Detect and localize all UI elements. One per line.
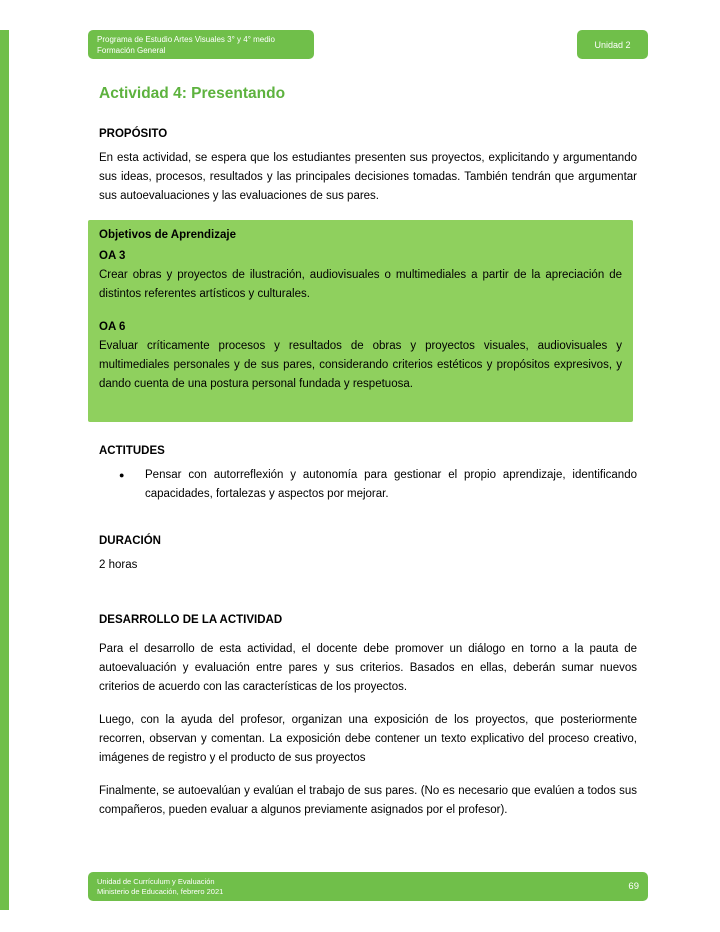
proposito-heading: PROPÓSITO bbox=[99, 128, 168, 140]
footer-bar bbox=[88, 872, 648, 901]
actitudes-bullet-item bbox=[99, 466, 637, 504]
oa-item-text: Evaluar críticamente procesos y resultados de obras y proyectos visuales, audiovisuales y multimediales personales y de sus pares, considerando criterios estéticos y propósitos expresivos, y dando cuenta de una postura personal fundada y respetuosa. bbox=[99, 340, 622, 390]
duracion-value: 2 horas bbox=[99, 559, 138, 571]
oa-item-label: OA 3 bbox=[99, 250, 126, 262]
oa-item bbox=[99, 247, 622, 304]
desarrollo-paragraph-2: Luego, con la ayuda del profesor, organizan una exposición de los proyectos, que posteriormente recorren, observan y comentan. La exposición debe contener un texto explicativo del proceso creativo, imágenes de registro y el producto de sus proyectos bbox=[99, 714, 637, 764]
oa-item-label: OA 6 bbox=[99, 321, 126, 333]
page-title: Actividad 4: Presentando bbox=[99, 85, 286, 102]
header-unit-label: Unidad 2 bbox=[594, 39, 631, 50]
header-program-line2: Formación General bbox=[97, 46, 166, 55]
header-program-line1: Programa de Estudio Artes Visuales 3° y 4° medio bbox=[97, 35, 275, 44]
footer-line1: Unidad de Currículum y Evaluación bbox=[97, 876, 215, 886]
header-unit-badge bbox=[577, 30, 648, 59]
bullet-icon: ● bbox=[119, 470, 125, 480]
footer-line2: Ministerio de Educación, febrero 2021 bbox=[97, 886, 224, 896]
oa-box-heading: Objetivos de Aprendizaje bbox=[99, 229, 236, 241]
oa-item bbox=[99, 318, 622, 394]
objetivos-aprendizaje-box bbox=[88, 220, 633, 422]
desarrollo-heading: DESARROLLO DE LA ACTIVIDAD bbox=[99, 614, 283, 626]
page-number: 69 bbox=[628, 881, 639, 892]
oa-item-text: Crear obras y proyectos de ilustración, audiovisuales o multimediales a partir de la apreciación de distintos referentes artísticos y culturales. bbox=[99, 269, 622, 300]
header-program-badge bbox=[88, 30, 314, 59]
actitudes-heading: ACTITUDES bbox=[99, 445, 165, 457]
actitudes-bullet-text: Pensar con autorreflexión y autonomía para gestionar el propio aprendizaje, identificando capacidades, fortalezas y aspectos por mejorar. bbox=[145, 469, 637, 500]
spacer bbox=[99, 520, 637, 532]
left-accent-bar bbox=[0, 30, 9, 910]
desarrollo-paragraph-1: Para el desarrollo de esta actividad, el docente debe promover un diálogo en torno a la pauta de autoevaluación y evaluación entre pares y sus criterios. Basados en ellas, deberán sumar nuevos criterios de acuerdo con las características de los proyectos. bbox=[99, 643, 637, 693]
duracion-heading: DURACIÓN bbox=[99, 535, 161, 547]
desarrollo-paragraph-3: Finalmente, se autoevalúan y evalúan el trabajo de sus pares. (No es necesario que evalúen a todos sus compañeros, pueden evaluar a algunos previamente asignados por el profesor). bbox=[99, 785, 637, 816]
footer-credits bbox=[97, 877, 223, 897]
spacer bbox=[99, 589, 637, 611]
proposito-paragraph: En esta actividad, se espera que los estudiantes presenten sus proyectos, explicitando y argumentando sus ideas, procesos, resultados y las principales decisiones tomadas. También tendrán que argumentar sus autoevaluaciones y las evaluaciones de sus pares. bbox=[99, 152, 637, 202]
document-body bbox=[99, 84, 637, 834]
